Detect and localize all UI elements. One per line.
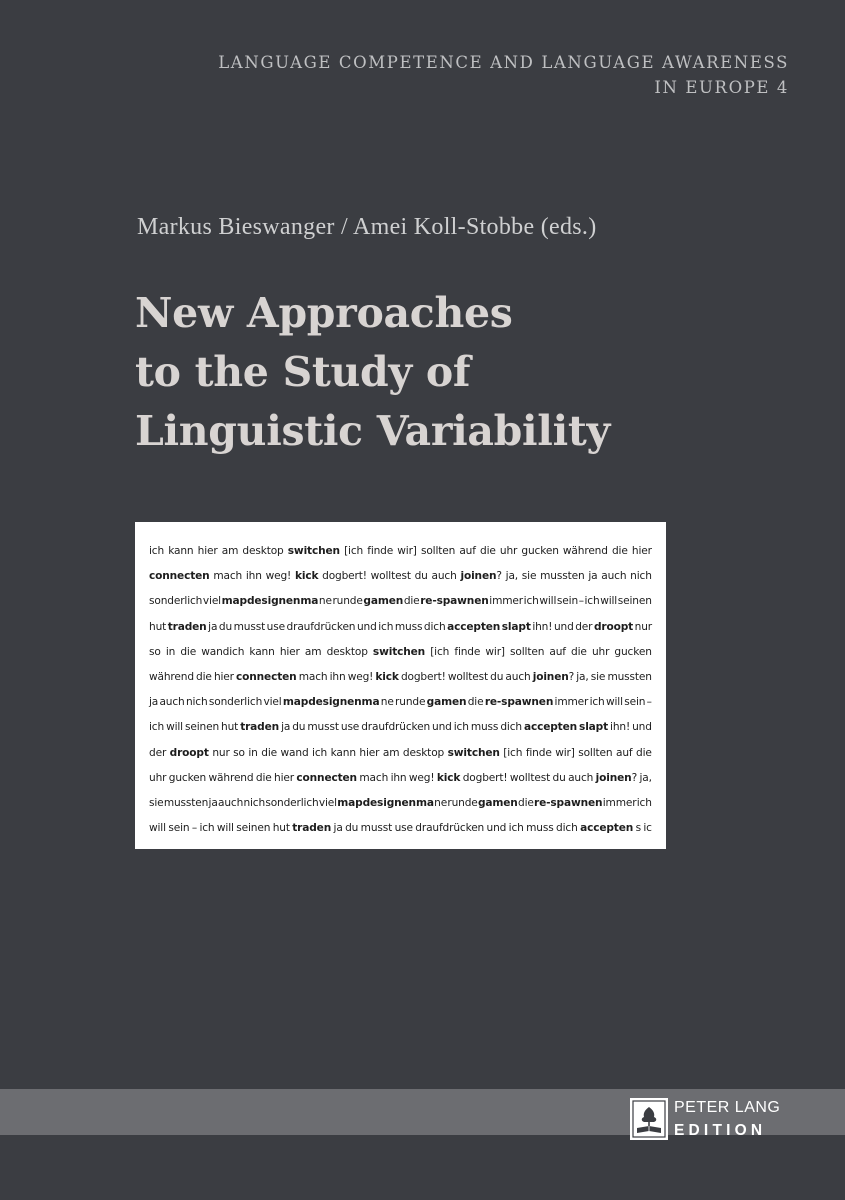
text-word: weg! xyxy=(347,670,374,683)
text-word: in xyxy=(248,746,258,759)
text-word: uhr xyxy=(499,545,518,557)
text-word: ich xyxy=(149,545,165,557)
text-line xyxy=(149,640,652,665)
text-word: ihn xyxy=(245,570,262,583)
text-word: will xyxy=(166,721,183,734)
text-word: draufdrücken xyxy=(361,721,431,734)
text-word: auch xyxy=(217,796,244,809)
text-word: mussten xyxy=(163,796,209,809)
text-word: auf xyxy=(549,645,566,658)
text-word: sie xyxy=(590,670,606,683)
text-word: droopt xyxy=(593,620,634,633)
text-word: slapt xyxy=(501,620,531,633)
text-word: [ich xyxy=(430,645,450,658)
text-word: und xyxy=(486,822,507,835)
text-word: traden xyxy=(167,620,207,633)
text-line xyxy=(149,615,652,640)
text-word: connecten xyxy=(296,771,357,784)
text-word: seinen xyxy=(617,595,652,608)
text-word: ich xyxy=(378,620,394,633)
text-word: dogbert! xyxy=(322,570,367,583)
text-word: wolltest xyxy=(370,570,411,583)
text-word: der xyxy=(149,746,167,759)
text-word: mach xyxy=(359,771,389,784)
text-word: du xyxy=(552,771,566,784)
text-word: gamen xyxy=(426,696,467,709)
text-word: die xyxy=(196,670,212,683)
text-word: ihn! xyxy=(610,721,631,734)
text-word: use xyxy=(340,721,360,734)
text-word: am xyxy=(382,746,400,759)
text-word: kick xyxy=(375,670,399,683)
text-word: und xyxy=(432,721,452,734)
text-word: accepten xyxy=(447,620,501,633)
text-word: du xyxy=(414,570,428,583)
text-word: joinen? xyxy=(595,771,638,784)
text-word: re-spawnen xyxy=(484,696,554,709)
text-word: du xyxy=(345,822,359,835)
text-word: nur xyxy=(634,620,652,633)
text-word: will xyxy=(149,822,166,835)
text-word: am xyxy=(221,545,239,557)
text-word: hier xyxy=(213,670,234,683)
text-word: ja xyxy=(588,570,598,583)
text-word: use xyxy=(266,620,285,633)
text-word: sein xyxy=(624,696,646,709)
text-word: ich xyxy=(523,595,539,608)
text-word: re-spawnen xyxy=(534,796,603,809)
text-word: nich xyxy=(243,796,266,809)
text-word: während xyxy=(562,545,608,557)
text-word: dich xyxy=(556,822,578,835)
text-word: musst xyxy=(233,620,266,633)
text-word: gucken xyxy=(614,645,652,658)
text-word: ihn! xyxy=(532,620,553,633)
text-word: und xyxy=(356,620,377,633)
text-word: mapdesignenma xyxy=(282,696,380,709)
series-title-line-2: IN EUROPE 4 xyxy=(654,78,789,97)
text-word: sollten xyxy=(420,545,456,557)
text-word: s xyxy=(635,822,641,835)
text-word: uhr xyxy=(149,771,167,784)
text-word: auch xyxy=(505,670,531,683)
text-word: viel xyxy=(263,696,282,709)
text-word: dich xyxy=(423,620,446,633)
text-word: will xyxy=(605,696,623,709)
text-word: ja xyxy=(208,620,218,633)
text-word: ja xyxy=(333,822,343,835)
text-word: hut xyxy=(272,822,290,835)
text-word: wand xyxy=(280,746,309,759)
text-word: hut xyxy=(149,620,167,633)
text-word: sonderlich xyxy=(208,696,263,709)
text-word: die xyxy=(180,645,197,658)
text-word: viel xyxy=(318,796,337,809)
text-word: der xyxy=(575,620,593,633)
text-word: re-spawnen xyxy=(420,595,489,608)
text-word: slapt xyxy=(579,721,609,734)
text-word: finde xyxy=(367,545,394,557)
series-title-line-1: LANGUAGE COMPETENCE AND LANGUAGE AWARENESS xyxy=(218,53,789,72)
text-line xyxy=(149,665,652,690)
text-word: und xyxy=(553,620,574,633)
book-tree-logo-icon xyxy=(630,1098,668,1140)
text-word: die xyxy=(255,771,272,784)
text-line xyxy=(149,589,652,614)
text-word: ic xyxy=(643,822,652,835)
text-word: accepten xyxy=(580,822,634,835)
text-word: connecten xyxy=(149,570,210,583)
text-word: seinen xyxy=(184,721,220,734)
text-line xyxy=(149,690,652,715)
text-word: – xyxy=(578,595,584,608)
text-word: du xyxy=(292,721,306,734)
text-line xyxy=(149,791,652,816)
text-word: während xyxy=(208,771,254,784)
text-word: wir] xyxy=(485,645,505,658)
text-word: muss xyxy=(526,822,554,835)
text-word: wolltest xyxy=(447,670,488,683)
text-word: desktop xyxy=(326,645,368,658)
text-word: gamen xyxy=(363,595,404,608)
text-word: wolltest xyxy=(509,771,551,784)
text-word: du xyxy=(490,670,504,683)
text-word: draufdrücken xyxy=(286,620,356,633)
book-title xyxy=(135,284,610,461)
text-word: ne xyxy=(380,696,394,709)
book-title-line-2: to the Study of xyxy=(135,348,471,396)
text-word: die xyxy=(467,696,484,709)
text-word: will xyxy=(600,595,618,608)
text-word: immer xyxy=(489,595,523,608)
text-word: sie xyxy=(149,796,164,809)
text-word: die xyxy=(261,746,278,759)
text-line xyxy=(149,766,652,791)
text-word: kann xyxy=(168,545,194,557)
text-line xyxy=(149,539,652,564)
text-word: switchen xyxy=(372,645,426,658)
text-word: dogbert! xyxy=(462,771,508,784)
text-word: ja, xyxy=(576,670,589,683)
text-word: sonderlich xyxy=(149,595,203,608)
text-word: weg! xyxy=(408,771,435,784)
text-word: in xyxy=(165,645,176,658)
text-word: sein xyxy=(168,822,190,835)
text-word: musst xyxy=(360,822,393,835)
text-word: runde xyxy=(332,595,363,608)
text-word: auf xyxy=(459,545,476,557)
text-word: ne xyxy=(318,595,332,608)
text-word: ich xyxy=(453,721,469,734)
text-word: ihn xyxy=(390,771,407,784)
book-title-line-1: New Approaches xyxy=(135,289,513,337)
text-word: ja, xyxy=(639,771,652,784)
text-word: nich xyxy=(185,696,208,709)
text-word: die xyxy=(636,746,652,759)
text-word: wir] xyxy=(555,746,575,759)
text-word: switchen xyxy=(447,746,500,759)
text-word: nur xyxy=(212,746,230,759)
text-word: uhr xyxy=(591,645,610,658)
text-word: musst xyxy=(307,721,339,734)
text-word: sein xyxy=(556,595,579,608)
text-word: so xyxy=(149,645,161,658)
book-title-line-3: Linguistic Variability xyxy=(135,407,611,455)
text-word: auch xyxy=(431,570,457,583)
text-word: accepten xyxy=(523,721,578,734)
text-word: kick xyxy=(436,771,461,784)
text-word: finde xyxy=(454,645,481,658)
text-word: viel xyxy=(202,595,221,608)
text-line xyxy=(149,715,652,740)
text-word: ich xyxy=(584,595,600,608)
text-word: traden xyxy=(240,721,280,734)
text-word: die xyxy=(403,595,420,608)
text-word: und xyxy=(632,721,652,734)
text-word: die xyxy=(571,645,587,658)
text-word: kick xyxy=(294,570,319,583)
text-word: mussten xyxy=(607,670,652,683)
text-word: immer xyxy=(602,796,637,809)
text-word: gucken xyxy=(521,545,559,557)
text-word: will xyxy=(539,595,557,608)
text-word: draufdrücken xyxy=(415,822,485,835)
text-word: sie xyxy=(521,570,537,583)
text-word: mapdesignenma xyxy=(337,796,434,809)
text-word: am xyxy=(304,645,322,658)
editors: Markus Bieswanger / Amei Koll-Stobbe (eds.) xyxy=(137,214,597,240)
text-word: nich xyxy=(630,570,652,583)
text-word: mach xyxy=(298,670,328,683)
text-word: wandich xyxy=(201,645,245,658)
text-word: seinen xyxy=(236,822,271,835)
text-word: mach xyxy=(213,570,243,583)
text-word: ne xyxy=(434,796,448,809)
text-word: dogbert! xyxy=(400,670,446,683)
series-title xyxy=(218,50,789,100)
text-word: hier xyxy=(279,645,300,658)
text-word: traden xyxy=(292,822,332,835)
text-word: kann xyxy=(249,645,275,658)
text-word: ja xyxy=(208,796,218,809)
text-word: ich xyxy=(589,696,605,709)
publisher-edition: EDITION xyxy=(674,1122,767,1139)
text-word: gucken xyxy=(168,771,207,784)
text-word: dich xyxy=(500,721,522,734)
text-line xyxy=(149,816,652,841)
text-word: gamen xyxy=(477,796,518,809)
text-word: mussten xyxy=(540,570,585,583)
text-word: die xyxy=(480,545,496,557)
text-word: ja xyxy=(281,721,291,734)
text-word: runde xyxy=(395,696,426,709)
text-word: ja xyxy=(149,696,159,709)
text-word: muss xyxy=(470,721,499,734)
text-word: auf xyxy=(615,746,633,759)
text-word: – xyxy=(191,822,198,835)
text-word: ich xyxy=(149,721,165,734)
text-word: muss xyxy=(394,620,423,633)
text-word: hier xyxy=(359,746,380,759)
text-line xyxy=(149,741,652,766)
text-word: runde xyxy=(447,796,478,809)
text-word: ich xyxy=(636,796,652,809)
text-word: use xyxy=(394,822,413,835)
text-word: kann xyxy=(330,746,356,759)
text-word: – xyxy=(646,696,652,709)
text-word: ihn xyxy=(329,670,346,683)
text-word: ja, xyxy=(505,570,519,583)
text-word: [ich xyxy=(503,746,523,759)
sample-text-box xyxy=(135,522,666,849)
text-word: desktop xyxy=(242,545,284,557)
text-word: auch xyxy=(601,570,627,583)
text-line xyxy=(149,564,652,589)
text-word: während xyxy=(149,670,194,683)
text-word: mapdesignenma xyxy=(221,595,319,608)
text-word: droopt xyxy=(169,746,209,759)
text-word: weg! xyxy=(265,570,292,583)
text-word: hut xyxy=(221,721,239,734)
text-word: die xyxy=(611,545,628,557)
text-word: ich xyxy=(199,822,215,835)
text-word: [ich xyxy=(344,545,364,557)
text-word: connecten xyxy=(236,670,297,683)
text-word: auch xyxy=(568,771,594,784)
text-word: die xyxy=(518,796,534,809)
text-word: sollten xyxy=(578,746,613,759)
text-word: auch xyxy=(159,696,185,709)
text-word: finde xyxy=(525,746,552,759)
text-word: hier xyxy=(274,771,294,784)
text-word: immer xyxy=(554,696,589,709)
text-word: wir] xyxy=(397,545,417,557)
publisher-logo xyxy=(630,1098,793,1142)
text-word: joinen? xyxy=(460,570,502,583)
text-word: du xyxy=(218,620,233,633)
text-word: joinen? xyxy=(532,670,575,683)
text-word: hier xyxy=(631,545,652,557)
text-word: hier xyxy=(197,545,218,557)
publisher-name: PETER LANG xyxy=(674,1099,781,1116)
text-word: so xyxy=(233,746,245,759)
text-word: sonderlich xyxy=(265,796,319,809)
text-word: sollten xyxy=(510,645,545,658)
text-word: will xyxy=(216,822,234,835)
text-word: desktop xyxy=(402,746,445,759)
text-word: switchen xyxy=(287,545,340,557)
text-word: ich xyxy=(312,746,328,759)
text-word: ich xyxy=(508,822,524,835)
